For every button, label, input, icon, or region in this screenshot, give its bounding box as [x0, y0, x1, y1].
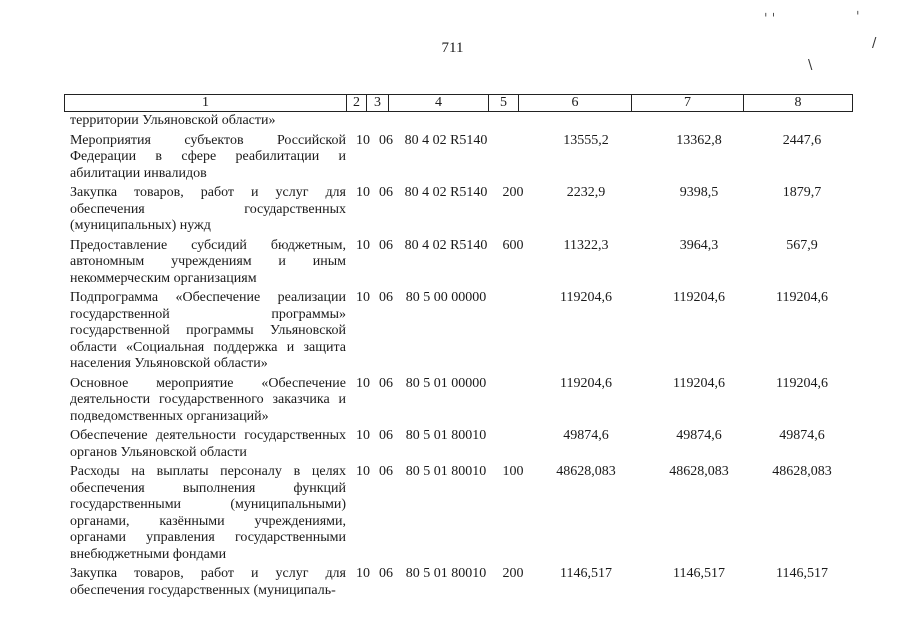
row-cell-c3: 06	[379, 290, 393, 305]
row-cell-c6: 13555,2	[563, 132, 609, 148]
row-cell-c7: 3964,3	[679, 237, 719, 253]
row-description: Предоставление субсидий бюджетным, автономным учреждениям и иным некоммерческим организациям	[70, 237, 346, 286]
row-cell-c7: 9398,5	[679, 185, 719, 200]
row-cell-c5: 600	[502, 237, 524, 253]
row-description: Закупка товаров, работ и услуг для обеспечения государственных (муниципаль-	[70, 566, 346, 598]
table-row	[0, 376, 905, 426]
row-cell-c6: 119204,6	[560, 290, 612, 305]
row-cell-c5: 200	[502, 566, 524, 581]
row-cell-c3: 06	[379, 185, 393, 200]
row-cell-c8: 1879,7	[782, 185, 822, 200]
row-description: Мероприятия субъектов Российской Федерации в сфере реабилитации и абилитации инвалидов	[70, 132, 346, 181]
col-header-8: 8	[744, 95, 853, 112]
row-cell-c2: 10	[356, 132, 370, 148]
row-cell-c2: 10	[356, 464, 370, 479]
budget-table-body	[0, 113, 905, 599]
row-cell-c7: 48628,083	[669, 464, 729, 479]
row-cell-c4: 80 5 00 00000	[405, 290, 487, 305]
row-cell-c5: 100	[502, 464, 524, 479]
col-header-6: 6	[519, 95, 632, 112]
row-cell-c4: 80 5 01 80010	[405, 428, 487, 443]
row-cell-c6: 11322,3	[563, 237, 609, 253]
row-cell-c4: 80 5 01 00000	[405, 375, 487, 391]
column-header-row	[64, 94, 853, 112]
scan-mark: ˈ	[856, 10, 860, 25]
table-row	[0, 238, 905, 288]
row-cell-c8: 119204,6	[776, 290, 828, 305]
row-cell-c7: 119204,6	[673, 290, 725, 305]
row-cell-c8: 2447,6	[782, 132, 822, 148]
row-cell-c2: 10	[356, 290, 370, 305]
row-description: Закупка товаров, работ и услуг для обеспечения государственных (муниципальных) нужд	[70, 185, 346, 233]
row-cell-c4: 80 4 02 R5140	[404, 185, 488, 200]
row-cell-c2: 10	[356, 185, 370, 200]
table-row	[0, 464, 905, 563]
page-number: 711	[441, 40, 464, 56]
row-description: Обеспечение деятельности государственных органов Ульяновской области	[70, 428, 346, 460]
table-row	[0, 566, 905, 599]
row-cell-c3: 06	[379, 566, 393, 581]
table-row	[0, 428, 905, 461]
row-cell-c3: 06	[379, 375, 393, 391]
col-header-5: 5	[489, 95, 519, 112]
row-cell-c7: 49874,6	[676, 428, 722, 443]
col-header-2: 2	[347, 95, 367, 112]
row-cell-c2: 10	[356, 566, 370, 581]
table-row	[0, 290, 905, 373]
row-cell-c4: 80 4 02 R5140	[404, 237, 488, 253]
row-cell-c7: 1146,517	[673, 566, 725, 581]
row-cell-c2: 10	[356, 375, 370, 391]
continuation-row	[0, 113, 905, 130]
row-cell-c6: 119204,6	[560, 375, 612, 391]
row-cell-c2: 10	[356, 428, 370, 443]
scan-mark: \	[808, 58, 813, 73]
row-cell-c4: 80 4 02 R5140	[404, 132, 488, 148]
row-cell-c6: 49874,6	[563, 428, 609, 443]
continuation-text: территории Ульяновской области»	[70, 113, 276, 128]
row-cell-c2: 10	[356, 237, 370, 253]
col-header-7: 7	[632, 95, 744, 112]
row-cell-c4: 80 5 01 80010	[405, 566, 487, 581]
row-cell-c8: 119204,6	[776, 375, 828, 391]
table-row	[0, 185, 905, 235]
col-header-4: 4	[389, 95, 489, 112]
row-cell-c8: 1146,517	[776, 566, 828, 581]
row-cell-c6: 1146,517	[560, 566, 612, 581]
row-cell-c7: 13362,8	[676, 132, 722, 148]
row-cell-c3: 06	[379, 132, 393, 148]
row-description: Расходы на выплаты персоналу в целях обеспечения выполнения функций государственными (муниципальными) органами, казёнными учреждениями, органами управления государственными внебюджетными фондами	[70, 464, 346, 562]
row-cell-c7: 119204,6	[673, 375, 725, 391]
row-cell-c6: 48628,083	[556, 464, 616, 479]
col-header-1: 1	[65, 95, 347, 112]
row-cell-c4: 80 5 01 80010	[405, 464, 487, 479]
row-description: Основное мероприятие «Обеспечение деятельности государственного заказчика и подведомственных организаций»	[70, 375, 346, 424]
table-row	[0, 133, 905, 183]
row-cell-c8: 49874,6	[779, 428, 825, 443]
row-description: Подпрограмма «Обеспечение реализации государственной программы» государственной программы Ульяновской области «Социальная поддержка и защита населения Ульяновской области»	[70, 290, 346, 371]
row-cell-c8: 567,9	[786, 237, 818, 253]
row-cell-c3: 06	[379, 464, 393, 479]
scan-mark: /	[872, 36, 877, 51]
row-cell-c8: 48628,083	[772, 464, 832, 479]
scan-mark: ˈ ˈ	[764, 12, 776, 27]
row-cell-c6: 2232,9	[566, 185, 606, 200]
row-cell-c3: 06	[379, 428, 393, 443]
row-cell-c3: 06	[379, 237, 393, 253]
col-header-3: 3	[367, 95, 389, 112]
row-cell-c5: 200	[502, 185, 524, 200]
